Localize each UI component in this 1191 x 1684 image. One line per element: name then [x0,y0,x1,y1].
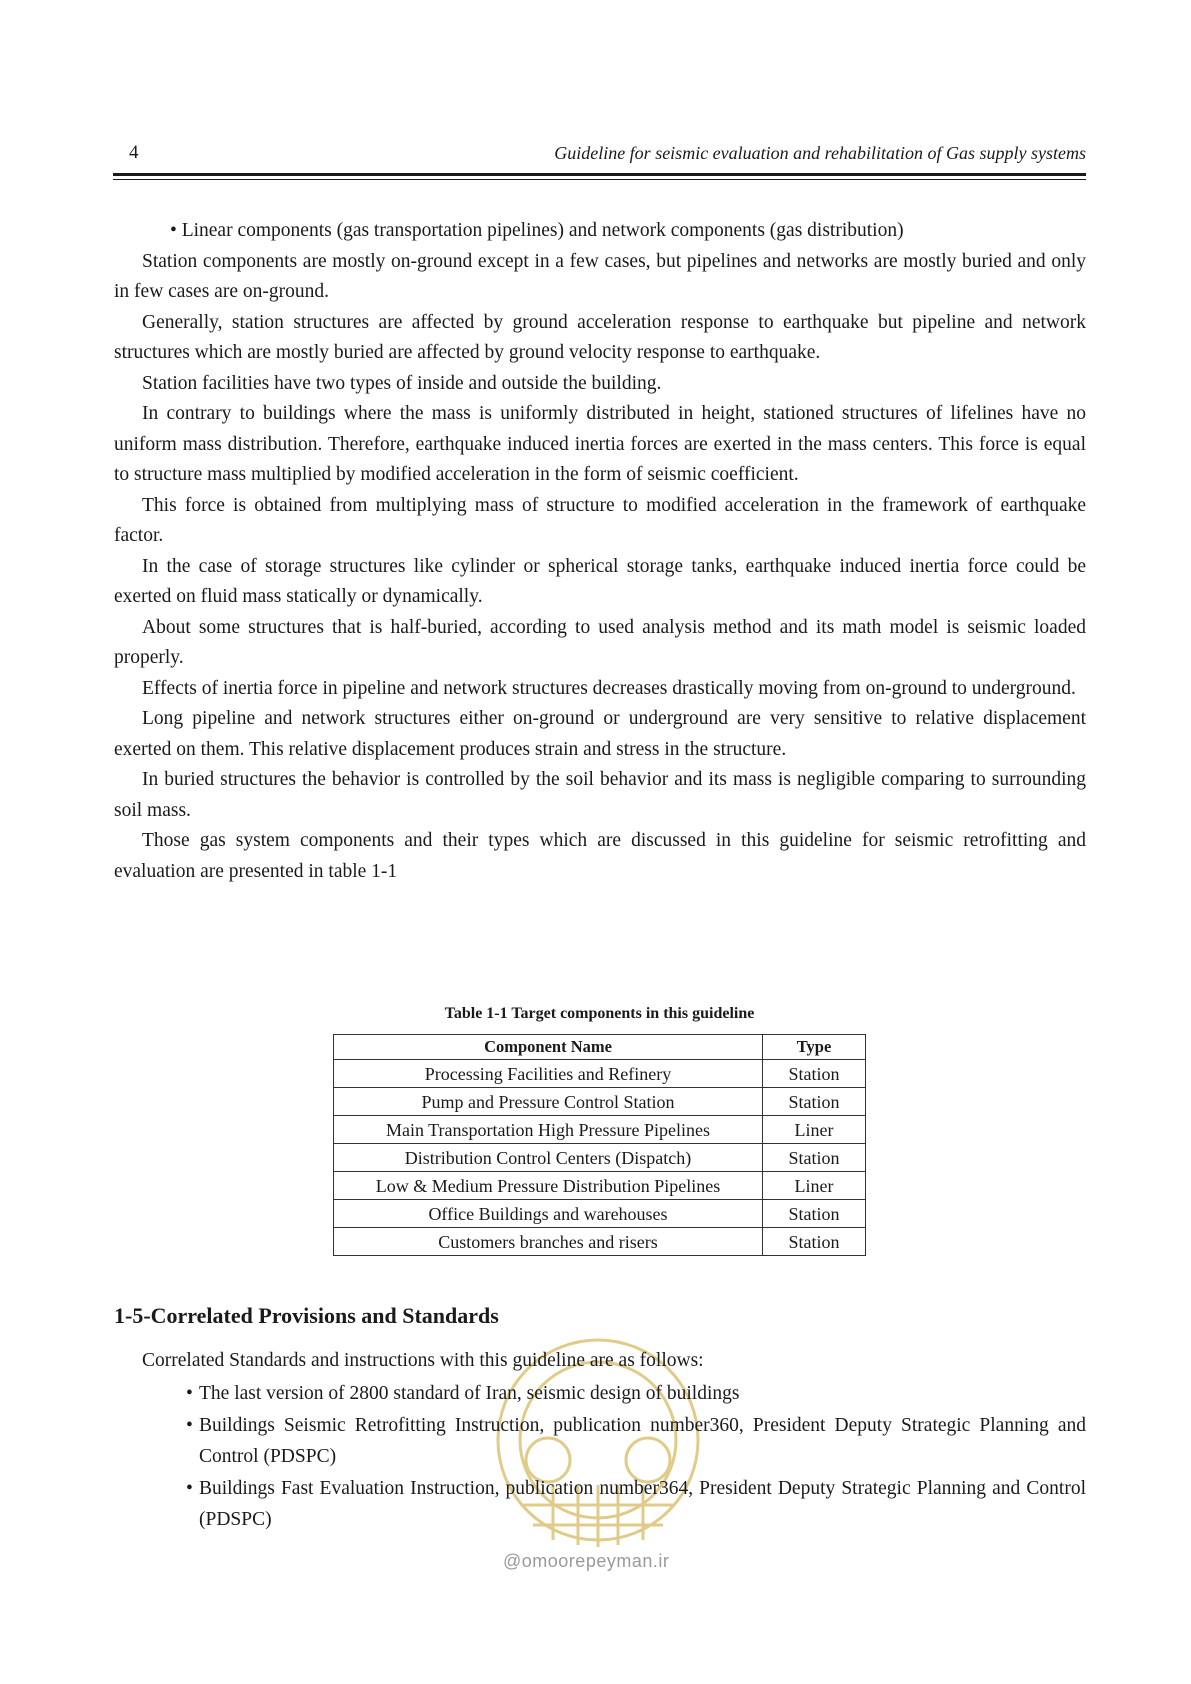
table-row [334,1060,866,1088]
list-item-text: Buildings Seismic Retrofitting Instruction, publication number360, President Deputy Strategic Planning and Control (PDSPC) [199,1415,1086,1467]
watermark-mark-icon: @ [503,1551,522,1571]
body-text [114,216,1086,887]
column-header: Component Name [334,1035,763,1060]
component-type-cell: Station [763,1060,866,1088]
running-head: Guideline for seismic evaluation and rehabilitation of Gas supply systems [554,143,1086,163]
component-type-cell: Liner [763,1172,866,1200]
paragraph: In the case of storage structures like cylinder or spherical storage tanks, earthquake induced inertia force could be exerted on fluid mass statically or dynamically. [114,555,1086,607]
paragraph: Long pipeline and network structures either on-ground or underground are very sensitive to relative displacement exerted on them. This relative displacement produces strain and stress in the structure. [114,708,1086,760]
paragraph: This force is obtained from multiplying mass of structure to modified acceleration in the framework of earthquake factor. [114,494,1086,546]
table-row [334,1200,866,1228]
paragraph: Those gas system components and their types which are discussed in this guideline for seismic retrofitting and evaluation are presented in table 1-1 [114,830,1086,882]
section-body [114,1346,1086,1537]
paragraph: Station components are mostly on-ground except in a few cases, but pipelines and networks are mostly buried and only in few cases are on-ground. [114,250,1086,302]
bullet-text: Linear components (gas transportation pipelines) and network components (gas distribution) [181,220,904,241]
paragraph: In contrary to buildings where the mass is uniformly distributed in height, stationed structures of lifelines have no uniform mass distribution. Therefore, earthquake induced inertia forces are exerted in the mass centers. This force is equal to structure mass multiplied by modified acceleration in the form of seismic coefficient. [114,403,1086,485]
page-number: 4 [129,142,139,163]
table-row [334,1144,866,1172]
component-type-cell: Station [763,1144,866,1172]
table-row [334,1172,866,1200]
bullet-icon: • [186,1415,193,1436]
standards-list [114,1379,1086,1536]
list-item [114,1411,1086,1472]
paragraph: Station facilities have two types of inside and outside the building. [142,372,662,394]
bullet-icon: • [186,1382,193,1404]
watermark-text: @omoorepeyman.ir [503,1551,670,1571]
component-type-cell: Station [763,1228,866,1256]
column-header: Type [763,1035,866,1060]
list-item [114,1474,1086,1535]
component-name-cell: Low & Medium Pressure Distribution Pipelines [334,1172,763,1200]
header-rule-thin [113,179,1086,180]
bullet-icon: • [170,220,182,241]
component-name-cell: Processing Facilities and Refinery [334,1060,763,1088]
header-rule-thick [113,173,1086,176]
component-type-cell: Station [763,1200,866,1228]
table-caption: Table 1-1 Target components in this guideline [444,1005,755,1022]
component-type-cell: Liner [763,1116,866,1144]
list-item [114,1379,1086,1410]
list-item-text: The last version of 2800 standard of Iran, seismic design of buildings [199,1382,740,1404]
section-intro: Correlated Standards and instructions with this guideline are as follows: [142,1350,704,1371]
component-name-cell: Main Transportation High Pressure Pipelines [334,1116,763,1144]
component-name-cell: Pump and Pressure Control Station [334,1088,763,1116]
list-item-text: Buildings Fast Evaluation Instruction, publication number364, President Deputy Strategic Planning and Control (PDSPC) [199,1478,1086,1530]
bullet-item [114,216,1086,247]
paragraph: In buried structures the behavior is controlled by the soil behavior and its mass is negligible comparing to surrounding soil mass. [114,769,1086,821]
component-name-cell: Office Buildings and warehouses [334,1200,763,1228]
table-row [334,1228,866,1256]
component-name-cell: Customers branches and risers [334,1228,763,1256]
table-row [334,1116,866,1144]
component-type-cell: Station [763,1088,866,1116]
section-heading: 1-5-Correlated Provisions and Standards [114,1303,499,1328]
table-row [334,1088,866,1116]
component-name-cell: Distribution Control Centers (Dispatch) [334,1144,763,1172]
bullet-icon: • [186,1478,193,1499]
paragraph: About some structures that is half-buried, according to used analysis method and its math model is seismic loaded properly. [114,616,1086,668]
paragraph: Effects of inertia force in pipeline and network structures decreases drastically moving from on-ground to underground. [142,677,1076,699]
paragraph: Generally, station structures are affected by ground acceleration response to earthquake but pipeline and network structures which are mostly buried are affected by ground velocity response to earthquake. [114,311,1086,363]
components-table [333,1034,866,1256]
table-header-row [334,1035,866,1060]
